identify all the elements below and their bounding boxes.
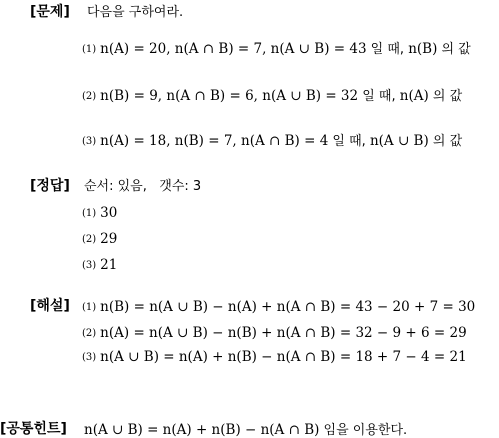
item-number: (2) [82,234,97,245]
problem-instruction: 다음을 구하여라. [87,5,184,20]
solution-tag: [해설] [30,298,70,314]
solution-equation: n(A ∪ B) = n(A) + n(B) − n(A ∩ B) = 18 + 7 − 4 = 21 [100,349,467,365]
problem-condition: n(A) = 20, n(A ∩ B) = 7, n(A ∪ B) = 43 [100,41,367,57]
solution-item-1 [82,300,475,315]
problem-target: n(A ∪ B) [369,133,429,149]
hint-line [84,423,407,438]
item-number: (1) [82,208,97,219]
problem-connector: 일 때, [328,134,370,149]
problem-item-2 [82,89,462,104]
answer-item-1 [82,206,117,221]
item-number: (3) [82,260,97,271]
item-number: (2) [82,328,97,339]
item-number: (1) [82,44,97,55]
item-number: (3) [82,136,97,147]
item-number: (2) [82,91,97,102]
answer-value: 21 [100,257,118,273]
answer-summary: 순서: 있음, 갯수: 3 [84,179,202,194]
item-number: (3) [82,352,97,363]
answer-value: 29 [100,231,118,247]
solution-item-2 [82,326,467,341]
hint-text: 임을 이용한다. [319,423,408,438]
answer-tag: [정답] [30,178,70,194]
solution-equation: n(B) = n(A ∪ B) − n(A) + n(A ∩ B) = 43 − 20 + 7 = 30 [100,299,476,315]
answer-item-3 [82,258,117,273]
problem-connector: 일 때, [366,42,409,57]
problem-target: n(B) [408,41,438,57]
problem-tag: [문제] [30,4,70,20]
problem-suffix: 의 값 [428,89,463,104]
problem-item-3 [82,134,462,149]
hint-tag: [공통힌트] [0,421,67,437]
item-number: (1) [82,302,97,313]
problem-suffix: 의 값 [428,134,463,149]
problem-condition: n(A) = 18, n(B) = 7, n(A ∩ B) = 4 [100,133,329,149]
solution-equation: n(A) = n(A ∪ B) − n(B) + n(A ∩ B) = 32 − 9 + 6 = 29 [100,325,467,341]
solution-item-3 [82,350,467,365]
problem-condition: n(B) = 9, n(A ∩ B) = 6, n(A ∪ B) = 32 [100,88,359,104]
problem-connector: 일 때, [358,89,400,104]
answer-item-2 [82,232,117,247]
problem-item-1 [82,42,471,57]
answer-value: 30 [100,205,118,221]
problem-target: n(A) [399,88,429,104]
hint-equation: n(A ∪ B) = n(A) + n(B) − n(A ∩ B) [84,422,320,438]
problem-suffix: 의 값 [437,42,471,57]
